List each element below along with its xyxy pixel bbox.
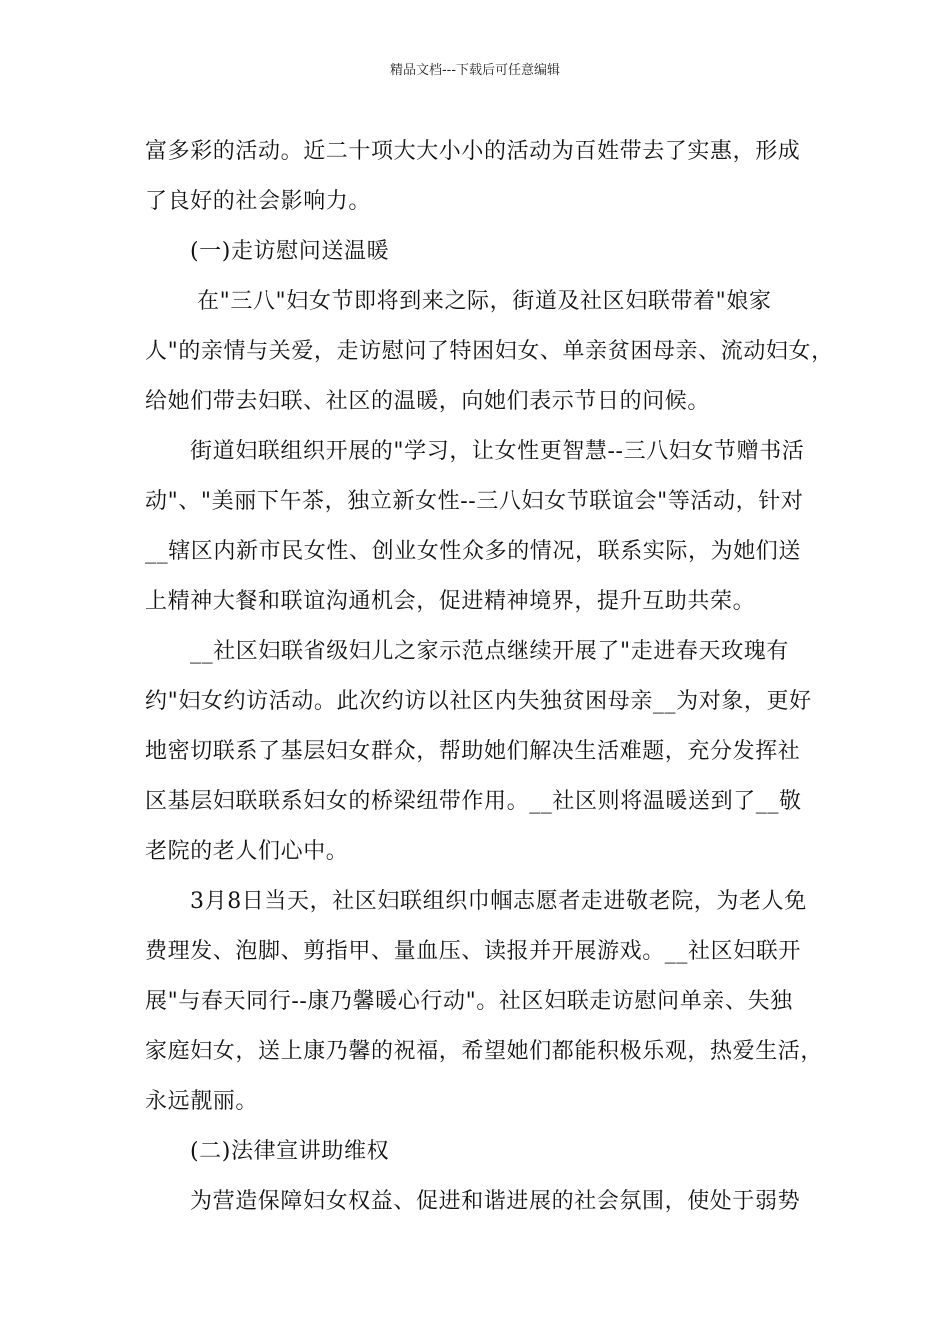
paragraph-line: 在"三八"妇女节即将到来之际，街道及社区妇联带着"娘家 <box>197 289 772 314</box>
paragraph-line: 永远靓丽。 <box>145 1089 259 1114</box>
paragraph-line: 费理发、泡脚、剪指甲、量血压、读报并开展游戏。__社区妇联开 <box>145 939 802 964</box>
paragraph-line: 3月8日当天，社区妇联组织巾帼志愿者走进敬老院，为老人免 <box>190 889 807 914</box>
paragraph-line: 为营造保障妇女权益、促进和谐进展的社会氛围，使处于弱势 <box>190 1189 801 1214</box>
paragraph-line: __社区妇联省级妇儿之家示范点继续开展了"走进春天玫瑰有 <box>190 639 789 664</box>
paragraph-line: 家庭妇女，送上康乃馨的祝福，希望她们都能积极乐观，热爱生活， <box>145 1039 824 1064</box>
paragraph-line: 老院的老人们心中。 <box>145 839 349 864</box>
paragraph-line: 富多彩的活动。近二十项大大小小的活动为百姓带去了实惠，形成 <box>145 139 801 164</box>
paragraph-line: __辖区内新市民女性、创业女性众多的情况，联系实际，为她们送 <box>145 539 802 564</box>
paragraph-line: 了良好的社会影响力。 <box>145 189 372 214</box>
paragraph-line: 动"、"美丽下午茶，独立新女性--三八妇女节联谊会"等活动，针对 <box>145 489 804 514</box>
paragraph-line: 给她们带去妇联、社区的温暖，向她们表示节日的问候。 <box>145 389 711 414</box>
paragraph-line: 展"与春天同行--康乃馨暖心行动"。社区妇联走访慰问单亲、失独 <box>145 989 793 1014</box>
paragraph-line: 地密切联系了基层妇女群众，帮助她们解决生活难题，充分发挥社 <box>145 739 801 764</box>
paragraph-line: 区基层妇联联系妇女的桥梁纽带作用。__社区则将温暖送到了__敬 <box>145 789 802 814</box>
page-header: 精品文档---下载后可任意编辑 <box>389 63 561 78</box>
paragraph-line: 上精神大餐和联谊沟通机会，促进精神境界，提升互助共荣。 <box>145 589 756 614</box>
paragraph-line: 约"妇女约访活动。此次约访以社区内失独贫困母亲__为对象，更好 <box>145 689 812 714</box>
section-heading: (一)走访慰问送温暖 <box>190 239 390 264</box>
paragraph-line: 街道妇联组织开展的"学习，让女性更智慧--三八妇女节赠书活 <box>190 439 805 464</box>
section-heading: (二)法律宣讲助维权 <box>190 1139 390 1164</box>
paragraph-line: 人"的亲情与关爱，走访慰问了特困妇女、单亲贫困母亲、流动妇女， <box>145 339 834 364</box>
